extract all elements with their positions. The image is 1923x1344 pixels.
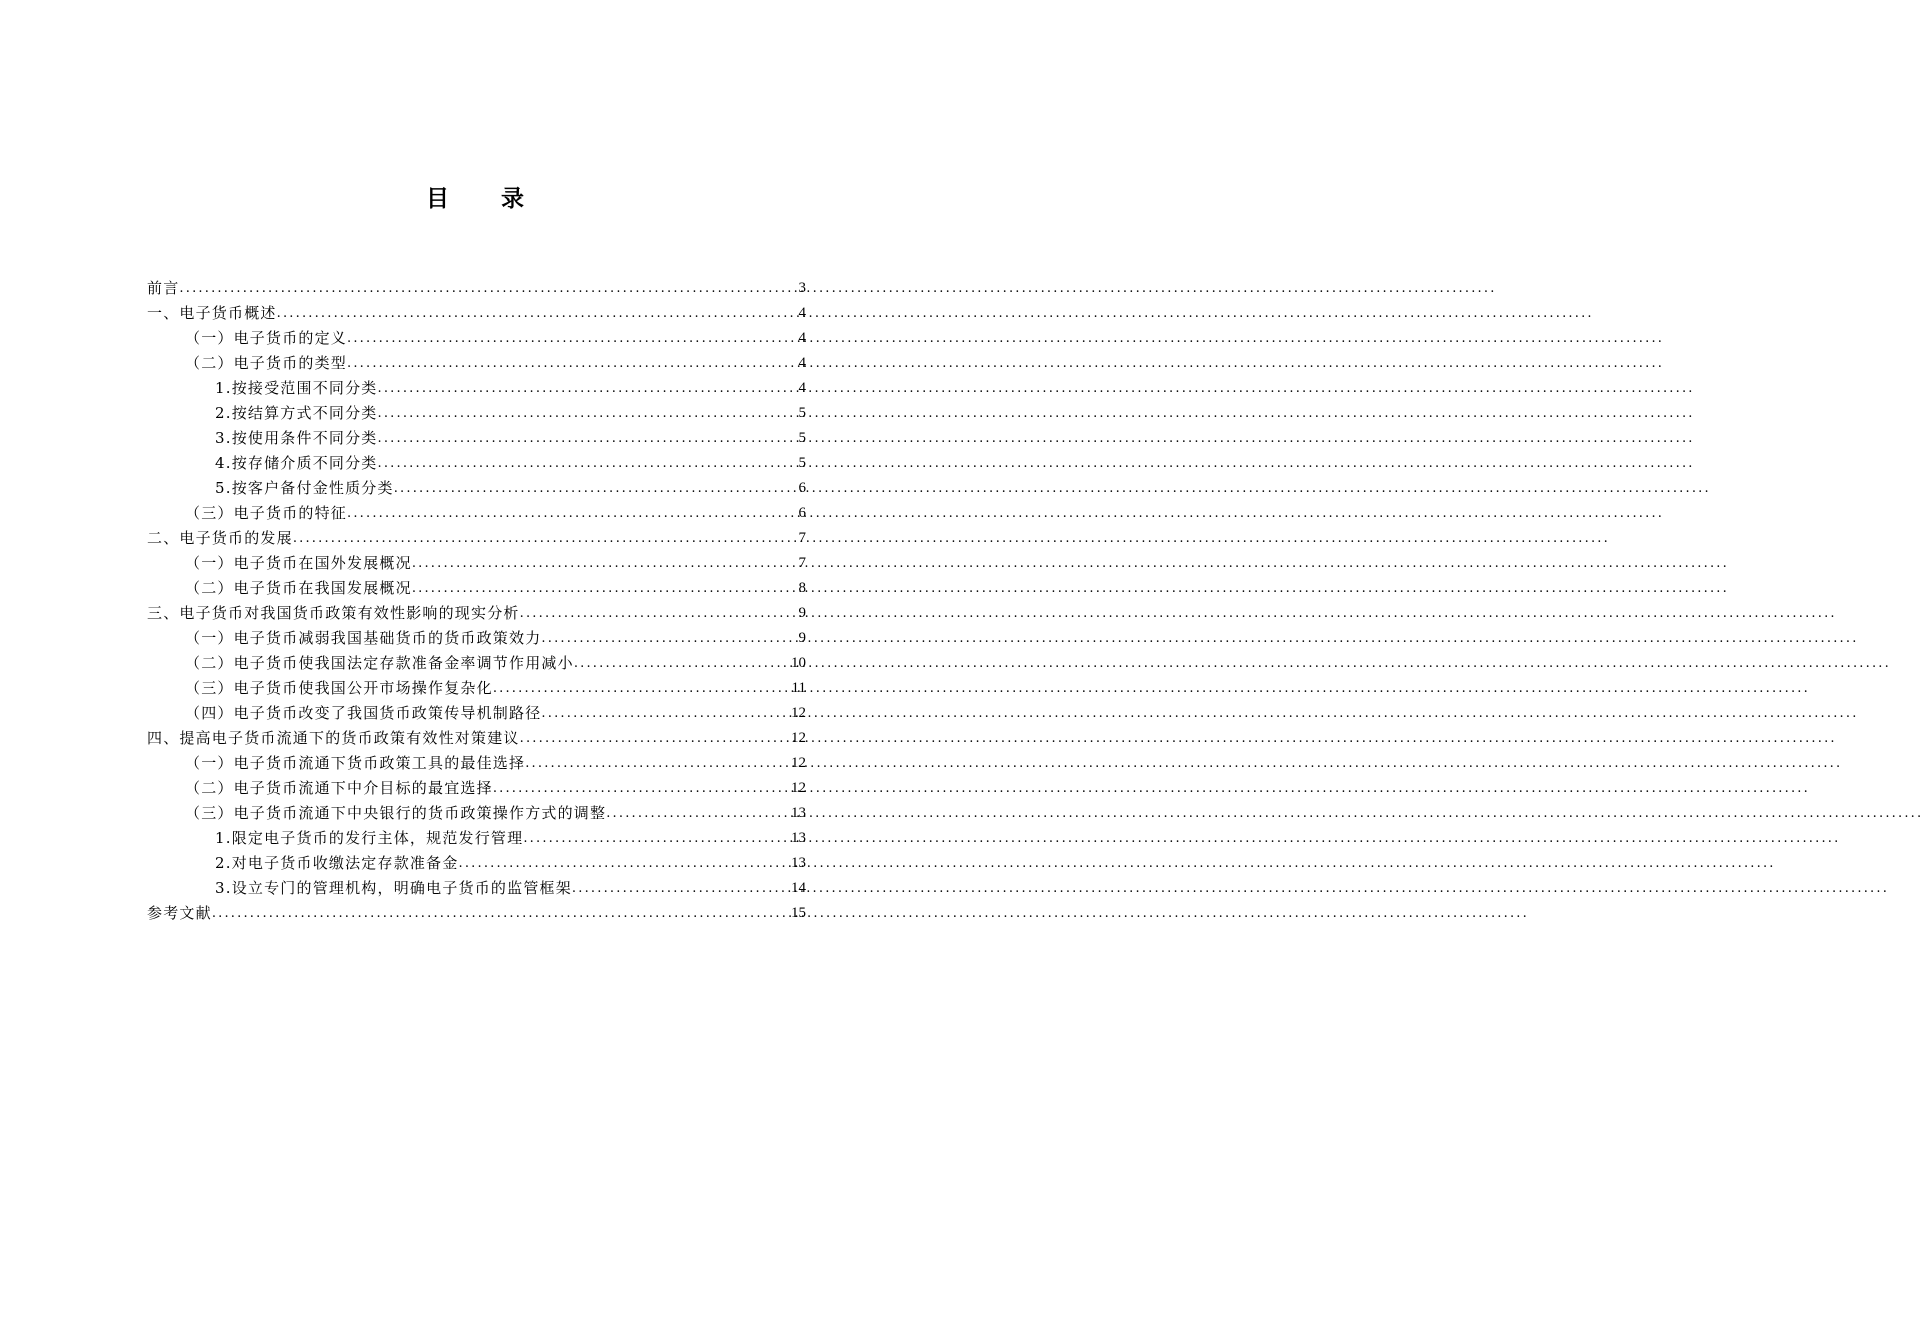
toc-entry-page-number: 14 — [791, 880, 806, 896]
toc-entry-title: 1.按接受范围不同分类 — [215, 379, 378, 397]
toc-entry-page-number: 13 — [791, 855, 806, 871]
toc-dot-leader — [541, 705, 789, 723]
toc-entry[interactable] — [147, 498, 806, 523]
toc-entry-page-number: 6 — [798, 505, 806, 521]
toc-entry-page-number: 13 — [791, 830, 806, 846]
toc-entry-title: （二）电子货币的类型 — [185, 354, 348, 372]
toc-entry-title: 5.按客户备付金性质分类 — [215, 479, 394, 497]
toc-dot-leader — [541, 630, 796, 648]
toc-entry-page-number: 12 — [791, 730, 806, 746]
toc-dot-leader — [378, 455, 797, 473]
toc-entry-title: （一）电子货币流通下货币政策工具的最佳选择 — [185, 754, 526, 772]
toc-entry-page-number: 7 — [798, 530, 806, 546]
toc-entry[interactable] — [147, 673, 806, 698]
toc-entry-title: （二）电子货币使我国法定存款准备金率调节作用减小 — [185, 654, 574, 672]
toc-entry-title: 一、电子货币概述 — [147, 304, 277, 322]
toc-entry-title: （三）电子货币流通下中央银行的货币政策操作方式的调整 — [185, 804, 607, 822]
toc-entry-title: 4.按存储介质不同分类 — [215, 454, 378, 472]
toc-dot-leader — [493, 680, 790, 698]
toc-entry[interactable] — [147, 448, 806, 473]
toc-dot-leader — [378, 405, 797, 423]
toc-dot-leader — [394, 480, 797, 498]
toc-entry[interactable] — [147, 823, 806, 848]
toc-dot-leader — [347, 505, 796, 523]
toc-dot-leader — [520, 730, 789, 748]
toc-entry-title: 2.对电子货币收缴法定存款准备金 — [215, 854, 459, 872]
toc-dot-leader — [293, 530, 797, 548]
toc-entry-page-number: 4 — [798, 355, 806, 371]
toc-entry[interactable] — [147, 323, 806, 348]
toc-entry-page-number: 12 — [791, 705, 806, 721]
toc-dot-leader — [412, 555, 797, 573]
toc-dot-leader — [378, 430, 797, 448]
toc-entry-title: （三）电子货币的特征 — [185, 504, 348, 522]
toc-entry-title: 四、提高电子货币流通下的货币政策有效性对策建议 — [147, 729, 520, 747]
toc-dot-leader — [572, 880, 789, 898]
toc-entry-page-number: 10 — [791, 655, 806, 671]
toc-entry-title: （二）电子货币在我国发展概况 — [185, 579, 412, 597]
toc-dot-leader — [347, 355, 796, 373]
toc-entry-page-number: 4 — [798, 305, 806, 321]
toc-entry[interactable] — [147, 273, 806, 298]
toc-entry-page-number: 15 — [791, 905, 806, 921]
toc-entry-title: （一）电子货币在国外发展概况 — [185, 554, 412, 572]
toc-entry-title: 三、电子货币对我国货币政策有效性影响的现实分析 — [147, 604, 520, 622]
toc-dot-leader — [523, 830, 789, 848]
toc-dot-leader — [606, 805, 789, 823]
toc-entry-page-number: 11 — [791, 680, 806, 696]
toc-entry[interactable] — [147, 473, 806, 498]
toc-entry[interactable] — [147, 723, 806, 748]
toc-entry-title: 3.设立专门的管理机构，明确电子货币的监管框架 — [215, 879, 572, 897]
toc-entry[interactable] — [147, 548, 806, 573]
toc-entry-page-number: 13 — [791, 805, 806, 821]
toc-entry[interactable] — [147, 523, 806, 548]
toc-entry-page-number: 12 — [791, 780, 806, 796]
toc-entry[interactable] — [147, 798, 806, 823]
toc-entry-page-number: 5 — [798, 405, 806, 421]
toc-entry-page-number: 6 — [798, 480, 806, 496]
toc-entry[interactable] — [147, 698, 806, 723]
toc-entry[interactable] — [147, 348, 806, 373]
toc-entry-title: 2.按结算方式不同分类 — [215, 404, 378, 422]
toc-entry-title: 1.限定电子货币的发行主体，规范发行管理 — [215, 829, 524, 847]
toc-dot-leader — [459, 855, 789, 873]
toc-entry-page-number: 8 — [798, 580, 806, 596]
toc-entry-title: （一）电子货币减弱我国基础货币的货币政策效力 — [185, 629, 542, 647]
toc-dot-leader — [412, 580, 797, 598]
toc-entry-page-number: 5 — [798, 430, 806, 446]
toc-entry[interactable] — [147, 873, 806, 898]
toc-entry-title: 前言 — [147, 279, 180, 297]
toc-dot-leader — [493, 780, 789, 798]
toc-entry-page-number: 12 — [791, 755, 806, 771]
toc-entry[interactable] — [147, 373, 806, 398]
toc-entry-title: 参考文献 — [147, 904, 212, 922]
page-title: 目 录 — [425, 186, 546, 212]
toc-entry[interactable] — [147, 848, 806, 873]
toc-entry-page-number: 4 — [798, 380, 806, 396]
toc-dot-leader — [212, 905, 789, 923]
toc-entry-page-number: 4 — [798, 330, 806, 346]
toc-dot-leader — [520, 605, 797, 623]
toc-entry[interactable] — [147, 598, 806, 623]
toc-entry-title: （二）电子货币流通下中介目标的最宜选择 — [185, 779, 493, 797]
toc-entry[interactable] — [147, 423, 806, 448]
toc-dot-leader — [525, 755, 789, 773]
toc-entry[interactable] — [147, 398, 806, 423]
toc-dot-leader — [378, 380, 797, 398]
toc-dot-leader — [277, 305, 797, 323]
toc-dot-leader — [574, 655, 789, 673]
toc-entry[interactable] — [147, 648, 806, 673]
toc-entry-page-number: 3 — [798, 280, 806, 296]
toc-entry-title: （三）电子货币使我国公开市场操作复杂化 — [185, 679, 493, 697]
toc-entry-title: （一）电子货币的定义 — [185, 329, 348, 347]
toc-dot-leader — [347, 330, 796, 348]
toc-entry[interactable] — [147, 748, 806, 773]
toc-entry-page-number: 7 — [798, 555, 806, 571]
toc-entry[interactable] — [147, 298, 806, 323]
toc-entry-page-number: 9 — [798, 605, 806, 621]
toc-entry-title: （四）电子货币改变了我国货币政策传导机制路径 — [185, 704, 542, 722]
toc-entry-title: 二、电子货币的发展 — [147, 529, 293, 547]
toc-entry[interactable] — [147, 898, 806, 923]
toc-dot-leader — [179, 280, 796, 298]
toc-entry-title: 3.按使用条件不同分类 — [215, 429, 378, 447]
toc-entry-page-number: 5 — [798, 455, 806, 471]
toc-entry[interactable] — [147, 623, 806, 648]
toc-entry[interactable] — [147, 573, 806, 598]
toc-entry-page-number: 9 — [798, 630, 806, 646]
toc-entry[interactable] — [147, 773, 806, 798]
table-of-contents — [147, 273, 806, 923]
